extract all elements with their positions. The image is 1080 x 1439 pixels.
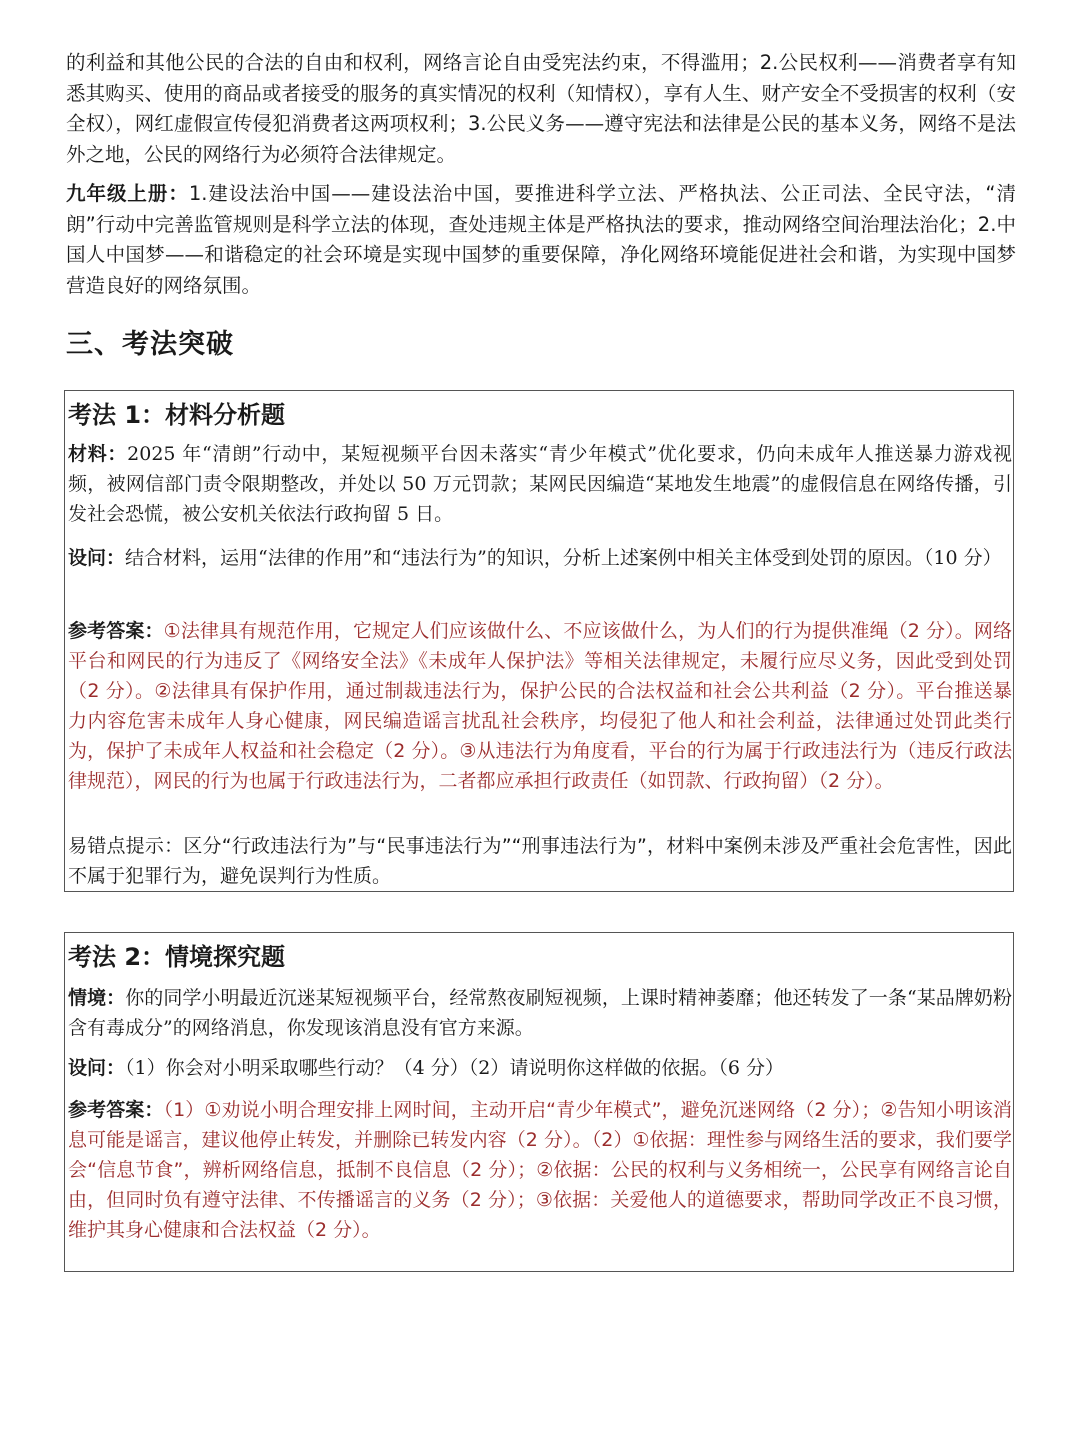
- situation-label: 情境：: [68, 987, 126, 1009]
- answer-paragraph-2: [68, 1095, 1012, 1245]
- question-text-2: （1）你会对小明采取哪些行动？（4 分）（2）请说明你这样做的依据。（6 分）: [125, 1057, 784, 1079]
- grade-nine-text: 1.建设法治中国——建设法治中国，要推进科学立法、严格执法、公正司法、全民守法，“清朗”行动中完善监管规则是科学立法的体现，查处违规主体是严格执法的要求，推动网络空间治理法治化；2.中国人中国梦——和谐稳定的社会环境是实现中国梦的重要保障，净化网络环境能促进社会和谐，为实现中国梦营造良好的网络氛围。: [66, 182, 1016, 297]
- answer-label-2: 参考答案：: [68, 1099, 164, 1121]
- intro-paragraph-2: [66, 179, 1016, 301]
- exam-method-1-box: [64, 390, 1014, 892]
- answer-text-2: （1）①劝说小明合理安排上网时间，主动开启“青少年模式”，避免沉迷网络（2 分）；②告知小明该消息可能是谣言，建议他停止转发，并删除已转发内容（2 分）。（2）①依据：理性参与网络生活的要求，我们要学会“信息节食”，辨析网络信息，抵制不良信息（2 分）；②依据：公民的权利与义务相统一，公民享有网络言论自由，但同时负有遵守法律、不传播谣言的义务（2 分）；③依据：关爱他人的道德要求，帮助同学改正不良习惯，维护其身心健康和合法权益（2 分）。: [68, 1099, 1012, 1241]
- answer-label: 参考答案：: [68, 620, 164, 642]
- situation-paragraph: [68, 983, 1012, 1043]
- material-label: 材料：: [68, 443, 128, 465]
- question-text: 结合材料，运用“法律的作用”和“违法行为”的知识，分析上述案例中相关主体受到处罚的原因。（10 分）: [125, 547, 1002, 569]
- section-heading: 三、考法突破: [66, 329, 234, 360]
- exam-method-1-title: 考法 1：材料分析题: [68, 401, 286, 429]
- question-paragraph-2: [68, 1053, 1012, 1083]
- grade-nine-label: 九年级上册：: [66, 182, 189, 205]
- exam-method-2-box: [64, 932, 1014, 1272]
- answer-text: ①法律具有规范作用，它规定人们应该做什么、不应该做什么，为人们的行为提供准绳（2 分）。网络平台和网民的行为违反了《网络安全法》《未成年人保护法》等相关法律规定，未履行应尽义务，因此受到处罚（2 分）。②法律具有保护作用，通过制裁违法行为，保护公民的合法权益和社会公共利益（2 分）。平台推送暴力内容危害未成年人身心健康，网民编造谣言扰乱社会秩序，均侵犯了他人和社会利益，法律通过处罚此类行为，保护了未成年人权益和社会稳定（2 分）。③从违法行为角度看，平台的行为属于行政违法行为（违反行政法律规范），网民的行为也属于行政违法行为，二者都应承担行政责任（如罚款、行政拘留）（2 分）。: [68, 620, 1012, 792]
- material-text: 2025 年“清朗”行动中，某短视频平台因未落实“青少年模式”优化要求，仍向未成年人推送暴力游戏视频，被网信部门责令限期整改，并处以 50 万元罚款；某网民因编造“某地发生地震”的虚假信息在网络传播，引发社会恐慌，被公安机关依法行政拘留 5 日。: [68, 443, 1012, 525]
- material-paragraph: [68, 439, 1012, 529]
- mistake-tip: 易错点提示：区分“行政违法行为”与“民事违法行为”“刑事违法行为”，材料中案例未涉及严重社会危害性，因此不属于犯罪行为，避免误判行为性质。: [68, 835, 1012, 887]
- question-paragraph: [68, 543, 1012, 573]
- question-label-2: 设问：: [68, 1057, 126, 1079]
- question-label: 设问：: [68, 547, 126, 569]
- situation-text: 你的同学小明最近沉迷某短视频平台，经常熬夜刷短视频，上课时精神萎靡；他还转发了一条“某品牌奶粉含有毒成分”的网络消息，你发现该消息没有官方来源。: [68, 987, 1012, 1039]
- intro-paragraph-1: 的利益和其他公民的合法的自由和权利，网络言论自由受宪法约束，不得滥用；2.公民权利——消费者享有知悉其购买、使用的商品或者接受的服务的真实情况的权利（知情权），享有人生、财产安全不受损害的权利（安全权），网红虚假宣传侵犯消费者这两项权利；3.公民义务——遵守宪法和法律是公民的基本义务，网络不是法外之地，公民的网络行为必须符合法律规定。: [66, 51, 1016, 166]
- exam-method-2-title: 考法 2：情境探究题: [68, 943, 286, 971]
- answer-paragraph: [68, 616, 1012, 796]
